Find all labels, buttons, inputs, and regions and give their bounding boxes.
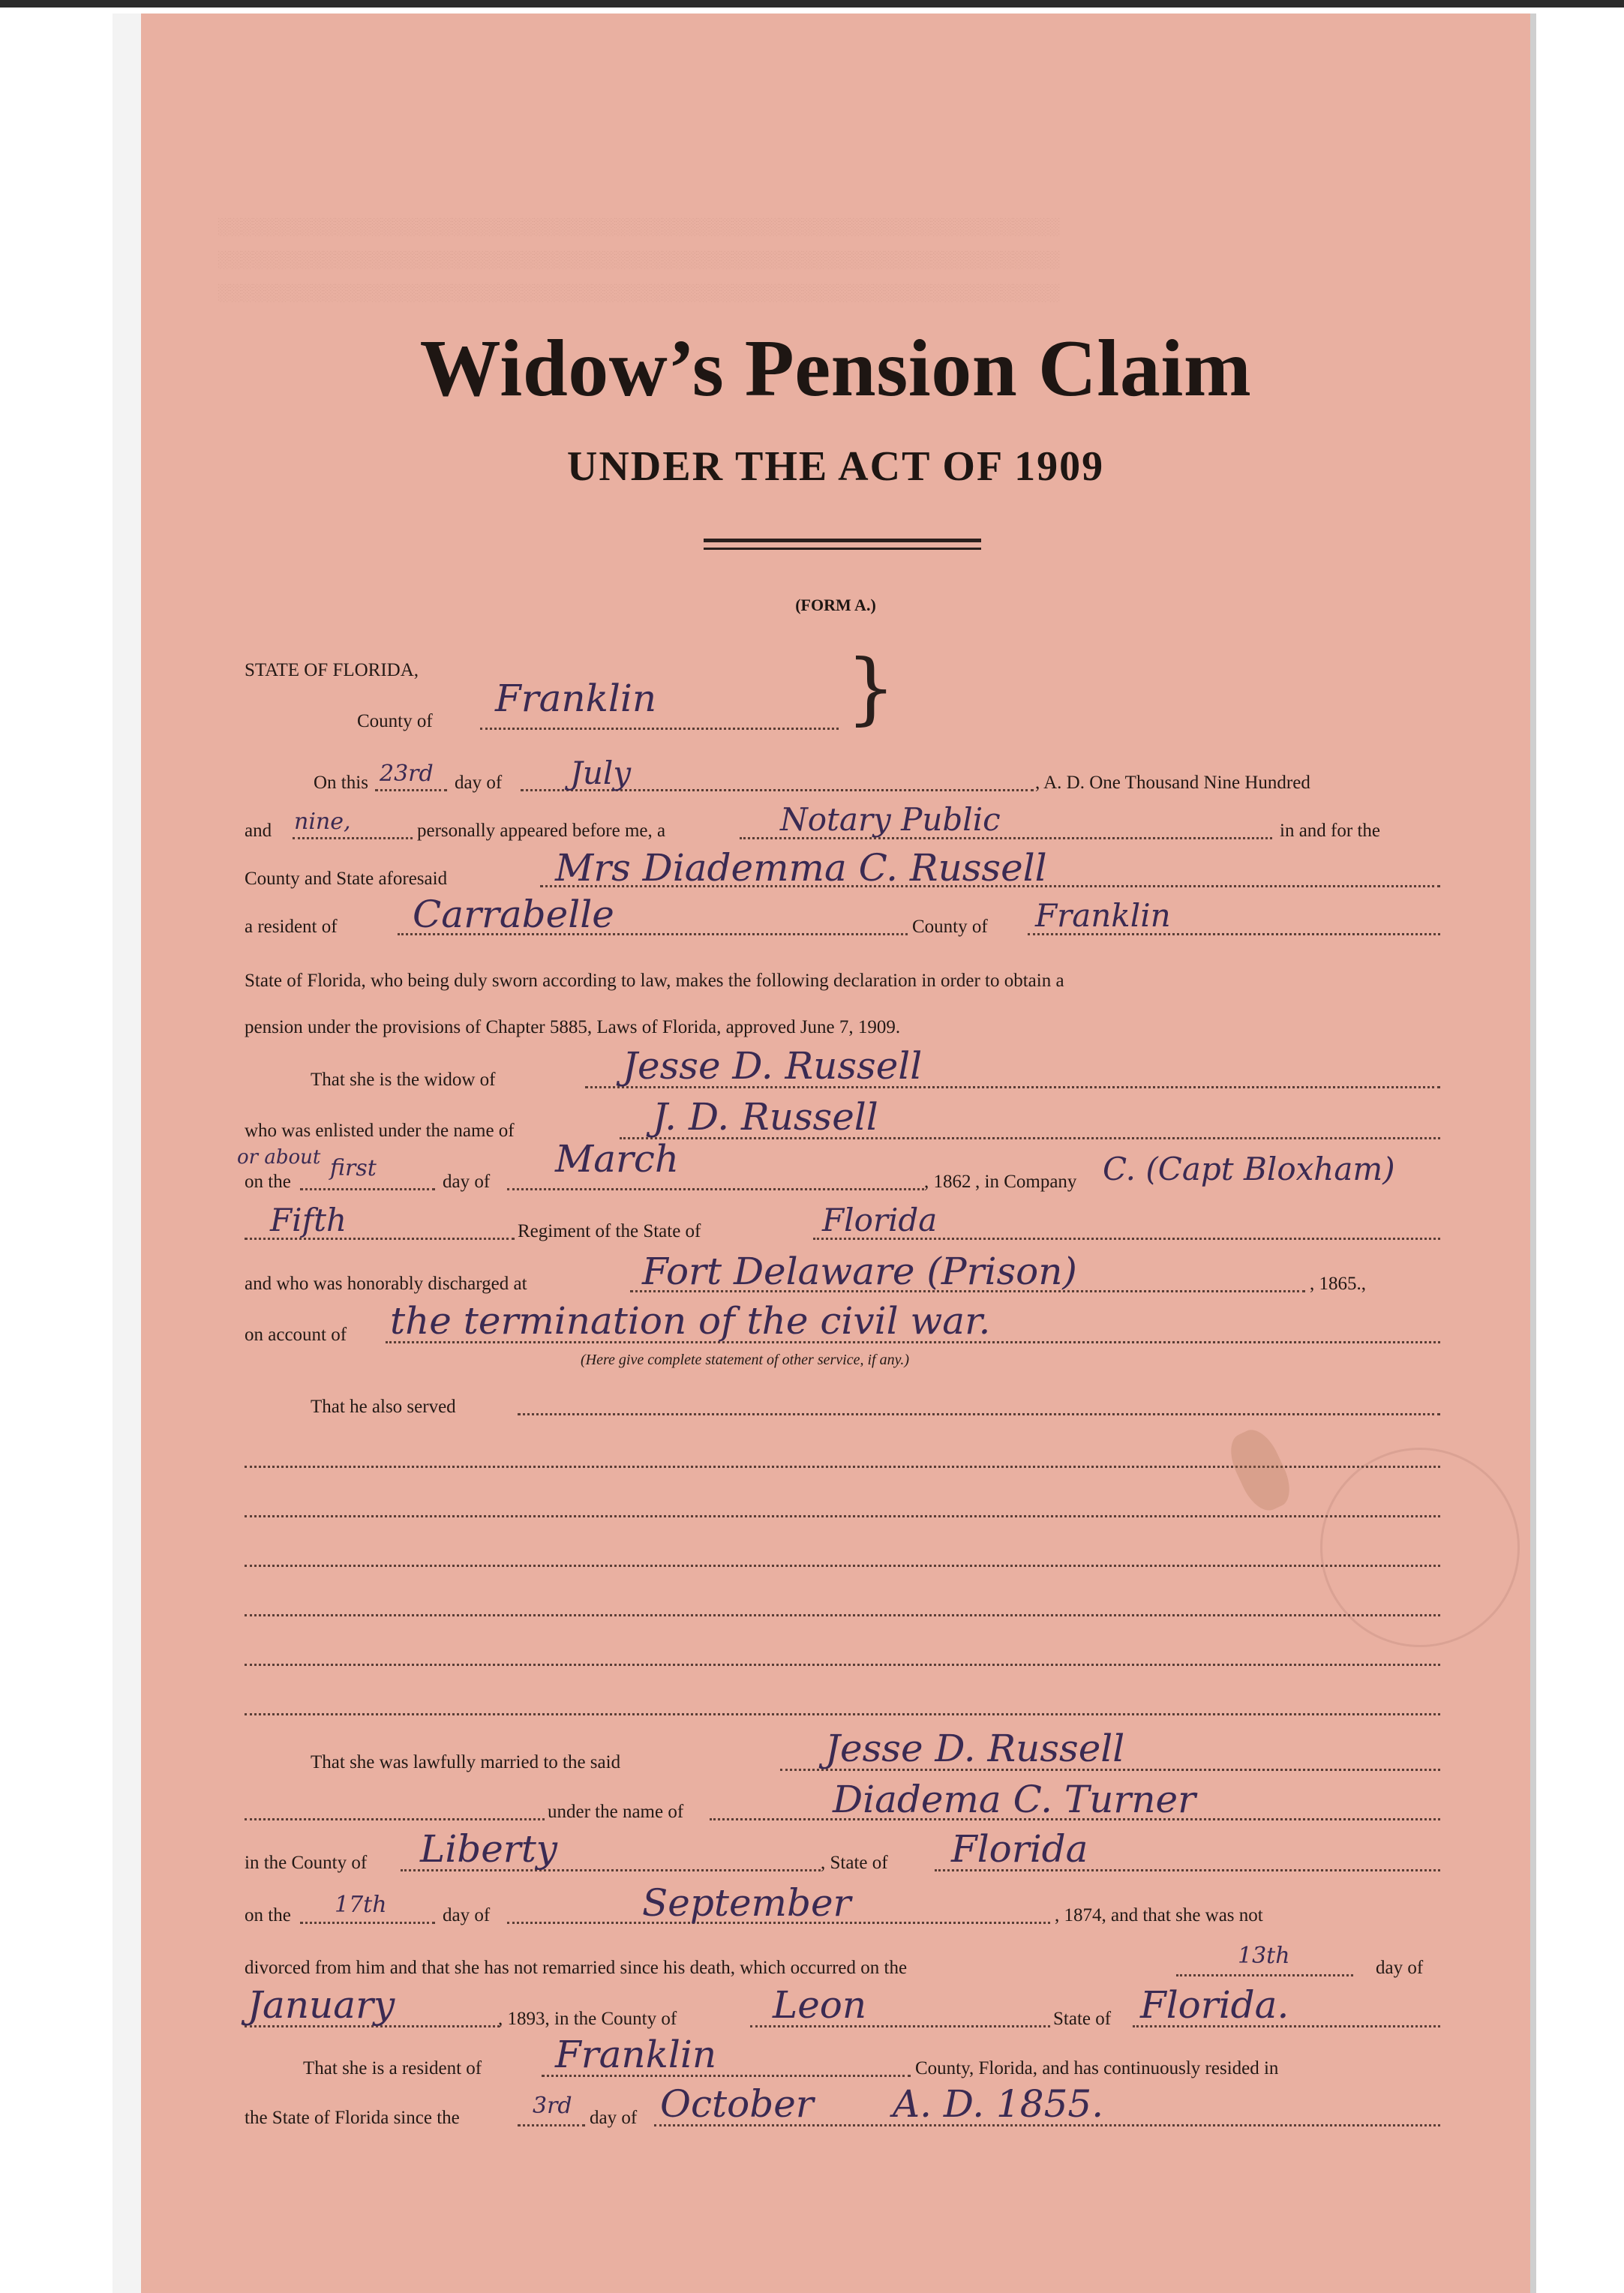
document-title: Widow’s Pension Claim (419, 324, 1252, 413)
marriage-month-handwritten: September (642, 1881, 851, 1925)
state-of-label: , State of (821, 1853, 888, 1873)
day-of-label: day of (455, 773, 503, 793)
state-of-label-2: State of (1053, 2009, 1112, 2029)
marriage-year-text: , 1874, and that she was not (1055, 1905, 1263, 1925)
county-brace: } (846, 642, 896, 734)
resident-of-label: That she is a resident of (303, 2058, 482, 2078)
day-handwritten: 23rd (380, 761, 434, 787)
marriage-day-blank (300, 1922, 435, 1924)
ad-text: , A. D. One Thousand Nine Hundred (1035, 773, 1310, 793)
sheet-edge (1530, 14, 1536, 2293)
since-month-handwritten: October (660, 2082, 814, 2126)
residence-county-handwritten: Franklin (1035, 897, 1171, 934)
title-rule (704, 539, 981, 542)
account-label: on account of (245, 1325, 347, 1345)
discharge-year-text: , 1865., (1310, 1274, 1366, 1294)
month-handwritten: July (570, 755, 632, 791)
county-blank (480, 728, 839, 730)
death-state-handwritten: Florida. (1140, 1983, 1289, 2027)
married-to-handwritten: Jesse D. Russell (825, 1727, 1125, 1770)
since-year-handwritten: A. D. 1855. (893, 2082, 1104, 2126)
enlist-day-blank (300, 1188, 435, 1190)
scan-top-edge (0, 0, 1624, 8)
discharge-place-handwritten: Fort Delaware (Prison) (642, 1250, 1077, 1293)
on-the-label: on the (245, 1172, 291, 1192)
since-day-of-label: day of (590, 2108, 638, 2128)
enlist-day-of-label: day of (443, 1172, 491, 1192)
widow-label: That she is the widow of (311, 1070, 496, 1090)
regiment-state-handwritten: Florida (822, 1202, 938, 1238)
official-handwritten: Notary Public (780, 801, 1001, 838)
account-handwritten: the termination of the civil war. (390, 1299, 991, 1343)
or-about-handwritten: or about (237, 1146, 321, 1169)
regiment-handwritten: Fifth (270, 1202, 347, 1238)
enlist-month-handwritten: March (555, 1137, 680, 1181)
marriage-day-handwritten: 17th (335, 1892, 387, 1918)
under-name-label: under the name of (548, 1802, 684, 1822)
form-label: (FORM A.) (795, 596, 876, 614)
claimant-handwritten: Mrs Diademma C. Russell (555, 846, 1047, 890)
service-note: (Here give complete statement of other service, if any.) (581, 1352, 909, 1368)
since-day-blank (518, 2124, 585, 2126)
reverse-side-bleedthrough: ░░░░░░░░░░░░░░░░░░░░░░░░░░░░░░░░░░░░░░░░░░░░░░░░░░░░░░░░░░░░░░░░░░░░░░░░ ░░░░░░░░░░░░░░░░░░░░░░░░░░░░░░░░░░░░░░░░░░░░░░░░░░░░░░░░░░░░░░░░░░░░░░░░ ░░░░░░░░░░░░░░░░░░░░░░░░░░░░░░░░░░░░░░░░░░░░░░░░░░░░░░░░░░░░░░░░░░░░░░░░ (218, 217, 1060, 302)
married-label: That she was lawfully married to the said (311, 1752, 621, 1772)
residence-handwritten: Carrabelle (413, 893, 614, 936)
company-handwritten: C. (Capt Bloxham) (1103, 1151, 1395, 1187)
on-this-label: On this (314, 773, 368, 793)
served-line-6 (245, 1664, 1440, 1666)
regiment-label: Regiment of the State of (518, 1221, 701, 1241)
death-month-handwritten: January (248, 1983, 395, 2027)
in-and-for-label: in and for the (1280, 821, 1380, 841)
death-day-of-label: day of (1376, 1958, 1424, 1978)
marriage-day-of-label: day of (443, 1905, 491, 1925)
served-line-5 (245, 1614, 1440, 1616)
divorced-text: divorced from him and that she has not remarried since his death, which occurred on the (245, 1958, 908, 1978)
day-blank (375, 789, 447, 791)
year-blank (293, 837, 413, 839)
served-line-3 (245, 1515, 1440, 1517)
county-label: County of (357, 711, 433, 731)
county-handwritten: Franklin (495, 677, 657, 720)
and-label: and (245, 821, 272, 841)
on-the-label-2: on the (245, 1905, 291, 1925)
served-line-7 (245, 1713, 1440, 1715)
husband-handwritten: Jesse D. Russell (623, 1044, 923, 1088)
marriage-county-handwritten: Liberty (420, 1827, 558, 1871)
county-of-label: County of (912, 917, 988, 937)
enlist-day-handwritten: first (330, 1155, 377, 1181)
document-subtitle: UNDER THE ACT OF 1909 (566, 443, 1105, 490)
resided-text: County, Florida, and has continuously resided in (915, 2058, 1279, 2078)
scan-margin (113, 14, 141, 2293)
death-day-handwritten: 13th (1238, 1943, 1290, 1969)
served-line-4 (245, 1565, 1440, 1567)
served-label: That he also served (311, 1397, 456, 1417)
year-handwritten: nine, (294, 809, 351, 835)
sworn-line-1: State of Florida, who being duly sworn according to law, makes the following declaration in order to obtain a (245, 971, 1064, 991)
served-blank (518, 1413, 1440, 1415)
since-text: the State of Florida since the (245, 2108, 460, 2128)
resident-label: a resident of (245, 917, 338, 937)
title-rule-thin (704, 548, 981, 550)
county-state-label: County and State aforesaid (245, 869, 448, 889)
enlist-year-text: , 1862 (924, 1172, 971, 1192)
marriage-state-handwritten: Florida (951, 1827, 1088, 1871)
maiden-handwritten: Diadema C. Turner (833, 1778, 1196, 1821)
state-header: STATE OF FLORIDA, (245, 660, 419, 680)
death-county-handwritten: Leon (773, 1983, 867, 2027)
appeared-text: personally appeared before me, a (417, 821, 666, 841)
death-day-blank (1176, 1974, 1353, 1976)
death-year-text: , 1893, in the County of (498, 2009, 677, 2029)
discharged-label: and who was honorably discharged at (245, 1274, 527, 1294)
in-county-label: in the County of (245, 1853, 368, 1873)
sworn-line-2: pension under the provisions of Chapter 5885, Laws of Florida, approved June 7, 1909. (245, 1017, 901, 1037)
embossed-seal-ghost (1320, 1448, 1520, 1647)
since-day-handwritten: 3rd (533, 2093, 572, 2119)
enlisted-label: who was enlisted under the name of (245, 1121, 515, 1141)
enlisted-handwritten: J. D. Russell (653, 1095, 878, 1139)
enlist-month-blank (507, 1188, 924, 1190)
company-label: , in Company (975, 1172, 1077, 1192)
under-name-lead-blank (245, 1818, 545, 1820)
current-county-handwritten: Franklin (555, 2033, 717, 2076)
